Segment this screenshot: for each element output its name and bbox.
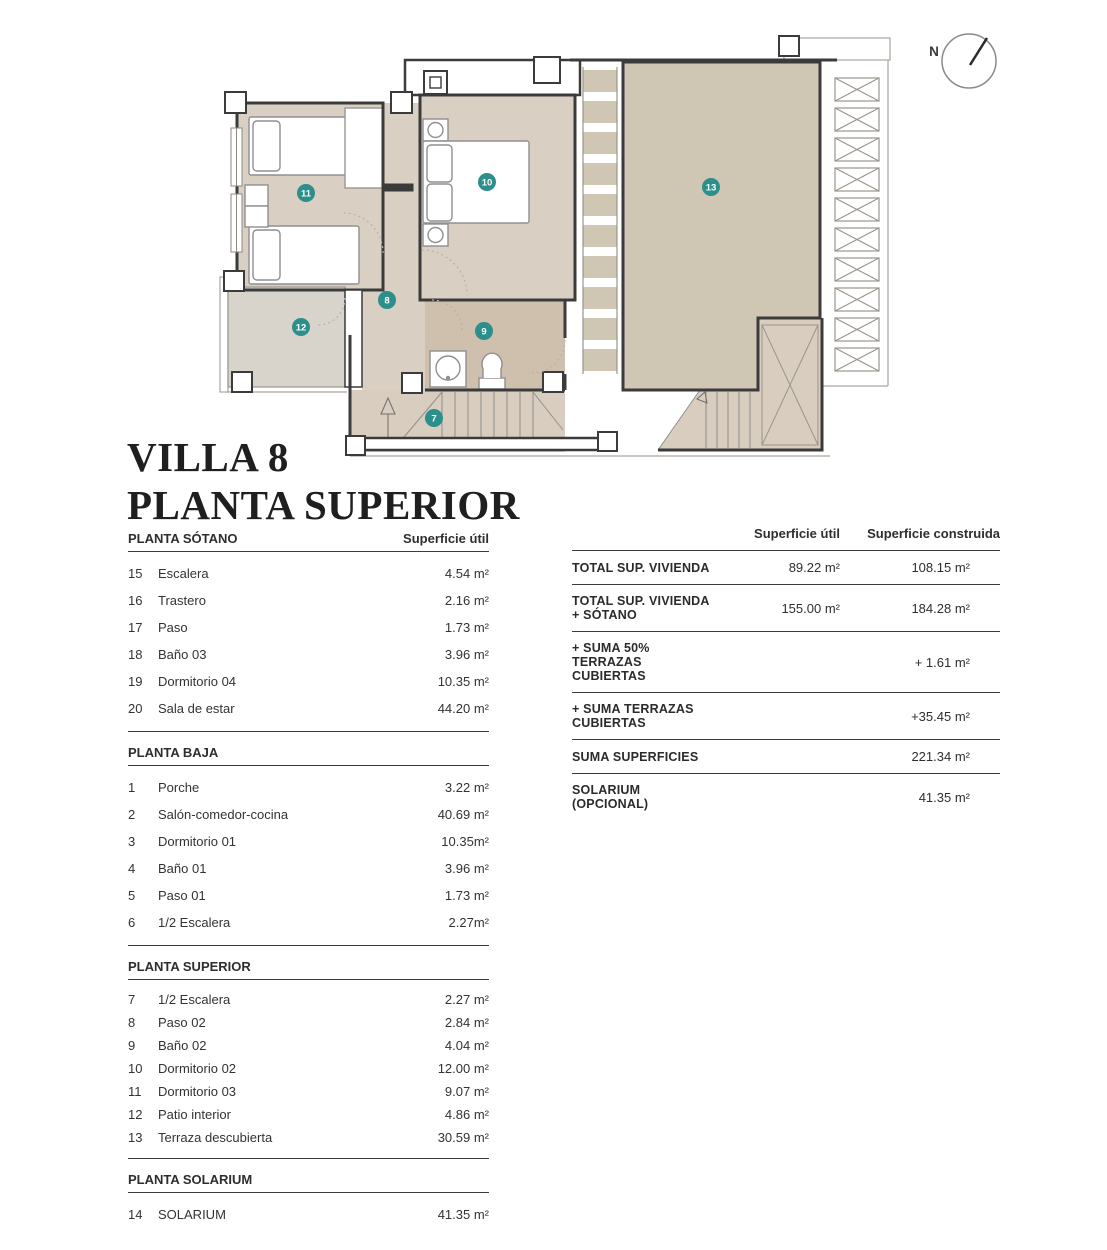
area-row: 7 1/2 Escalera 2.27 m² <box>128 992 489 1007</box>
area-row: 4 Baño 01 3.96 m² <box>128 861 489 876</box>
svg-text:8: 8 <box>384 295 390 307</box>
section-planta-superior <box>128 959 489 1159</box>
terrace-louver-band <box>583 67 617 374</box>
summary-header <box>572 526 1000 551</box>
svg-text:10: 10 <box>481 177 493 189</box>
area-row: 16 Trastero 2.16 m² <box>128 593 489 608</box>
wardrobe <box>345 108 383 188</box>
pillow <box>253 230 280 280</box>
area-row: 13 Terraza descubierta 30.59 m² <box>128 1130 489 1145</box>
summary-row: + SUMA 50% TERRAZAS CUBIERTAS + 1.61 m² <box>572 632 1000 693</box>
pillow <box>253 121 280 171</box>
area-row: 20 Sala de estar 44.20 m² <box>128 701 489 716</box>
area-row: 14 SOLARIUM 41.35 m² <box>128 1207 489 1222</box>
compass-north-label: N <box>929 44 939 59</box>
room-marker-7 <box>425 409 443 427</box>
section-title: PLANTA BAJA <box>128 745 219 760</box>
area-row: 10 Dormitorio 02 12.00 m² <box>128 1061 489 1076</box>
nightstand <box>245 206 268 227</box>
area-row: 2 Salón-comedor-cocina 40.69 m² <box>128 807 489 822</box>
area-row: 3 Dormitorio 01 10.35m² <box>128 834 489 849</box>
area-row: 19 Dormitorio 04 10.35 m² <box>128 674 489 689</box>
summary-row: SOLARIUM (OPCIONAL) 41.35 m² <box>572 783 970 811</box>
section-planta-baja <box>128 745 489 946</box>
summary-row: + SUMA TERRAZAS CUBIERTAS +35.45 m² <box>572 693 1000 740</box>
area-row: 11 Dormitorio 03 9.07 m² <box>128 1084 489 1099</box>
area-table <box>128 531 489 1250</box>
area-row: 17 Paso 1.73 m² <box>128 620 489 635</box>
pillow <box>427 184 452 221</box>
room-marker-11 <box>297 184 315 202</box>
page-title <box>127 433 520 529</box>
room-marker-12 <box>292 318 310 336</box>
section-title: PLANTA SOLARIUM <box>128 1172 253 1187</box>
section-planta-solarium <box>128 1172 489 1237</box>
toilet-bowl-icon <box>482 353 502 378</box>
room-marker-9 <box>475 322 493 340</box>
area-row: 5 Paso 01 1.73 m² <box>128 888 489 903</box>
pillow <box>427 145 452 182</box>
summary-row: TOTAL SUP. VIVIENDA 89.22 m² 108.15 m² <box>572 551 1000 585</box>
area-row: 12 Patio interior 4.86 m² <box>128 1107 489 1122</box>
header-superficie-construida: Superficie construida <box>867 526 1000 541</box>
summary-row: SUMA SUPERFICIES 221.34 m² <box>572 740 1000 774</box>
area-row: 18 Baño 03 3.96 m² <box>128 647 489 662</box>
title-villa: VILLA 8 <box>127 434 289 480</box>
svg-text:12: 12 <box>295 322 307 334</box>
summary-table <box>572 526 1000 820</box>
lamp <box>428 123 443 138</box>
area-row: 8 Paso 02 2.84 m² <box>128 1015 489 1030</box>
floor-plan <box>0 0 1107 470</box>
room-paso-upper <box>383 103 420 290</box>
area-row: 15 Escalera 4.54 m² <box>128 566 489 581</box>
title-floor: PLANTA SUPERIOR <box>127 482 520 528</box>
compass-circle <box>942 34 996 88</box>
summary-row: TOTAL SUP. VIVIENDA + SÓTANO 155.00 m² 184.28 m² <box>572 585 1000 632</box>
header-superficie-util: Superficie útil <box>754 526 840 541</box>
ext-stair-treads-fill <box>658 390 758 450</box>
svg-text:13: 13 <box>705 182 717 194</box>
north-compass <box>929 34 996 88</box>
area-row: 6 1/2 Escalera 2.27m² <box>128 915 489 930</box>
svg-text:11: 11 <box>300 188 312 200</box>
svg-text:9: 9 <box>481 326 487 338</box>
floor-plan-drawing <box>0 0 1107 470</box>
room-marker-13 <box>702 178 720 196</box>
sink-drain <box>447 377 450 380</box>
section-title: PLANTA SÓTANO <box>128 531 238 546</box>
section-planta-sotano <box>128 531 489 732</box>
svg-text:7: 7 <box>431 413 437 425</box>
area-row: 9 Baño 02 4.04 m² <box>128 1038 489 1053</box>
section-title: PLANTA SUPERIOR <box>128 959 251 974</box>
toilet-base <box>479 378 505 389</box>
area-row: 1 Porche 3.22 m² <box>128 780 489 795</box>
nightstand <box>245 185 268 206</box>
room-marker-10 <box>478 173 496 191</box>
column-header-superficie-util: Superficie útil <box>403 531 489 546</box>
pergola-panels <box>835 78 879 371</box>
room-marker-8 <box>378 291 396 309</box>
lamp <box>428 228 443 243</box>
